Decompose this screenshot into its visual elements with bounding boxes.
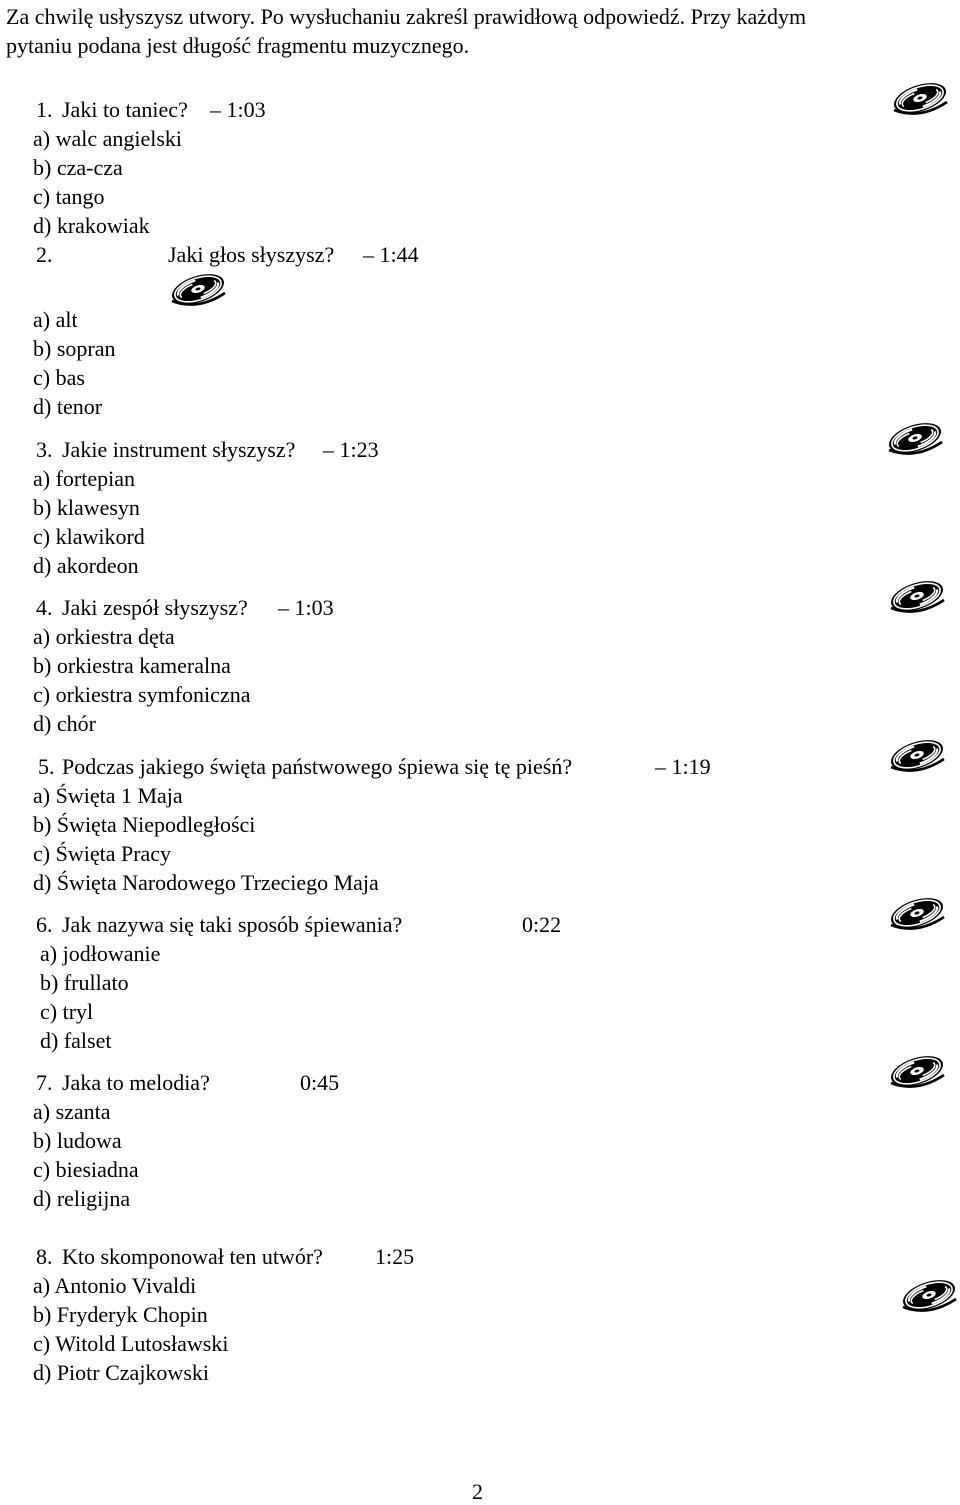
question-7-option-d[interactable]: d) religijna: [33, 1186, 131, 1211]
question-4-option-d[interactable]: d) chór: [33, 711, 96, 736]
question-5-option-b[interactable]: b) Święta Niepodległości: [33, 812, 256, 837]
question-1-number: 1.: [36, 97, 53, 122]
question-4-option-a[interactable]: a) orkiestra dęta: [33, 624, 175, 649]
question-8-number: 8.: [36, 1244, 53, 1269]
question-8-time: 1:25: [375, 1244, 415, 1269]
question-3-text: Jakie instrument słyszysz?: [62, 437, 296, 462]
question-4-option-c[interactable]: c) orkiestra symfoniczna: [33, 682, 251, 707]
question-3-option-a[interactable]: a) fortepian: [33, 466, 135, 491]
instructions-line-1: Za chwilę usłyszysz utwory. Po wysłuchaniu zakreśl prawidłową odpowiedź. Przy każdym: [6, 4, 807, 29]
question-6-text: Jak nazywa się taki sposób śpiewania?: [62, 912, 403, 937]
cd-disc-icon: [899, 1277, 959, 1313]
cd-disc-icon: [887, 1053, 947, 1089]
question-7-option-a[interactable]: a) szanta: [33, 1099, 111, 1124]
question-6-option-d[interactable]: d) falset: [40, 1028, 112, 1053]
question-7-time: 0:45: [300, 1070, 340, 1095]
question-7-option-c[interactable]: c) biesiadna: [33, 1157, 139, 1182]
question-2-option-c[interactable]: c) bas: [33, 365, 85, 390]
question-5-number: 5.: [38, 754, 55, 779]
question-6-option-a[interactable]: a) jodłowanie: [40, 941, 161, 966]
question-2-text: Jaki głos słyszysz?: [168, 242, 335, 267]
question-8-option-c[interactable]: c) Witold Lutosławski: [33, 1331, 229, 1356]
question-5-option-a[interactable]: a) Święta 1 Maja: [33, 783, 183, 808]
question-7-text: Jaka to melodia?: [62, 1070, 210, 1095]
question-3-option-d[interactable]: d) akordeon: [33, 553, 139, 578]
cd-disc-icon: [890, 80, 950, 116]
page-number: 2: [472, 1479, 483, 1504]
question-2-option-a[interactable]: a) alt: [33, 307, 78, 332]
cd-disc-icon: [168, 271, 228, 307]
cd-disc-icon: [887, 737, 947, 773]
question-1-option-d[interactable]: d) krakowiak: [33, 213, 150, 238]
question-1-option-a[interactable]: a) walc angielski: [33, 126, 183, 151]
question-8-option-d[interactable]: d) Piotr Czajkowski: [33, 1360, 209, 1385]
question-6-number: 6.: [36, 912, 53, 937]
question-4-time: – 1:03: [278, 595, 334, 620]
question-5-text: Podczas jakiego święta państwowego śpiewa się tę pieśń?: [62, 754, 573, 779]
question-2-time: – 1:44: [363, 242, 419, 267]
question-8-text: Kto skomponował ten utwór?: [62, 1244, 323, 1269]
question-7-option-b[interactable]: b) ludowa: [33, 1128, 122, 1153]
question-1-text: Jaki to taniec?: [62, 97, 188, 122]
question-1-time: – 1:03: [210, 97, 266, 122]
cd-disc-icon: [887, 895, 947, 931]
question-3-number: 3.: [36, 437, 53, 462]
cd-disc-icon: [885, 420, 945, 456]
question-8-option-a[interactable]: a) Antonio Vivaldi: [33, 1273, 197, 1298]
question-2-option-b[interactable]: b) sopran: [33, 336, 116, 361]
question-7-number: 7.: [36, 1070, 53, 1095]
question-4-option-b[interactable]: b) orkiestra kameralna: [33, 653, 231, 678]
instructions-line-2: pytaniu podana jest długość fragmentu muzycznego.: [6, 33, 470, 58]
question-8-option-b[interactable]: b) Fryderyk Chopin: [33, 1302, 208, 1327]
question-3-time: – 1:23: [323, 437, 379, 462]
question-2-option-d[interactable]: d) tenor: [33, 394, 103, 419]
question-2-number: 2.: [36, 242, 53, 267]
question-5-time: – 1:19: [655, 754, 711, 779]
question-3-option-c[interactable]: c) klawikord: [33, 524, 145, 549]
cd-disc-icon: [887, 578, 947, 614]
question-6-time: 0:22: [522, 912, 562, 937]
question-6-option-b[interactable]: b) frullato: [40, 970, 129, 995]
question-4-number: 4.: [36, 595, 53, 620]
question-3-option-b[interactable]: b) klawesyn: [33, 495, 140, 520]
question-5-option-c[interactable]: c) Święta Pracy: [33, 841, 172, 866]
question-1-option-c[interactable]: c) tango: [33, 184, 105, 209]
question-4-text: Jaki zespół słyszysz?: [62, 595, 248, 620]
question-1-option-b[interactable]: b) cza-cza: [33, 155, 123, 180]
question-6-option-c[interactable]: c) tryl: [40, 999, 94, 1024]
question-5-option-d[interactable]: d) Święta Narodowego Trzeciego Maja: [33, 870, 379, 895]
